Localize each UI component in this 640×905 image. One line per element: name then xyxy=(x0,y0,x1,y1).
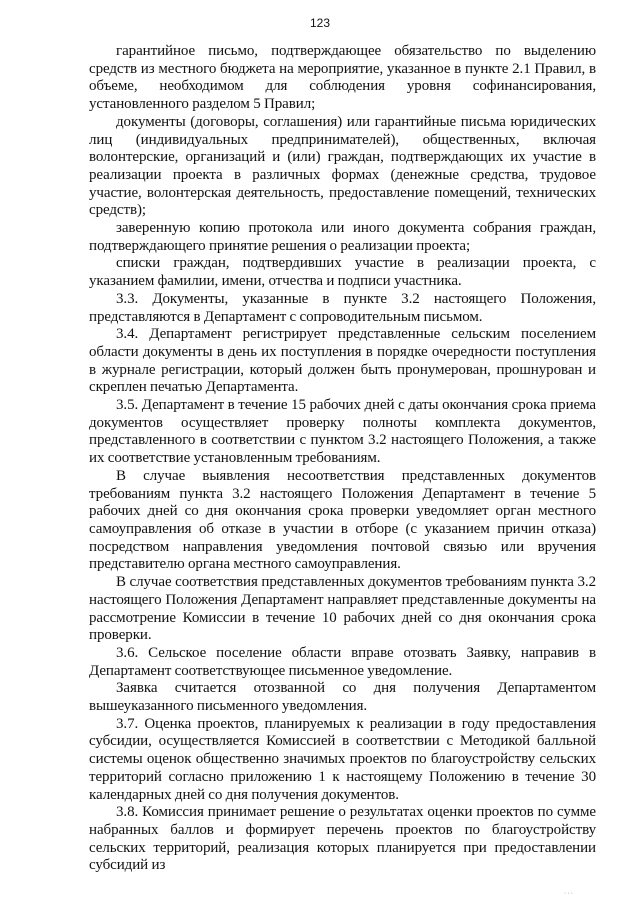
paragraph-guarantee-letter: гарантийное письмо, подтверждающее обязательство по выделению средств из местного бюджета на мероприятие, указанное в пункте 2.1 Правил, в объеме, необходимом для соблюдения уровня софинансирования, установленного разделом 5 Правил; xyxy=(89,43,596,113)
paragraph-participant-lists: списки граждан, подтвердивших участие в реализации проекта, с указанием фамилии, имени, отчества и подписи участника. xyxy=(89,255,596,290)
paragraph-3-5-approval: В случае соответствия представленных документов требованиям пункта 3.2 настоящего Положения Департамент направляет представленные документы на рассмотрение Комиссии в течение 10 рабочих дней со дня окончания срока проверки. xyxy=(89,574,596,644)
paragraph-3-7: 3.7. Оценка проектов, планируемых к реализации в году предоставления субсидии, осуществляется Комиссией в соответствии с Методикой балльной системы оценок общественно значимых проектов по благоустройству сельских территорий согласно приложению 1 к настоящему Положению в течение 30 календарных дней со дня получения документов. xyxy=(89,715,596,803)
corner-scan-mark: ··· xyxy=(564,890,574,897)
paragraph-3-5-refusal: В случае выявления несоответствия представленных документов требованиям пункта 3.2 настоящего Положения Департамент в течение 5 рабочих дней со дня окончания срока проверки уведомляет орган местного самоуправления об отказе в участии в отборе (с указанием причин отказа) посредством направления уведомления почтовой связью или вручения представителю органа местного самоуправления. xyxy=(89,467,596,573)
paragraph-3-6-withdrawal: Заявка считается отозванной со дня получения Департаментом вышеуказанного письменного уведомления. xyxy=(89,680,596,715)
page-number: 123 xyxy=(309,16,331,30)
paragraph-3-5: 3.5. Департамент в течение 15 рабочих дней с даты окончания срока приема документов осуществляет проверку полноты комплекта документов, представленного в соответствии с пунктом 3.2 настоящего Положения, а также их соответствие установленным требованиям. xyxy=(89,397,596,467)
paragraph-3-6: 3.6. Сельское поселение области вправе отозвать Заявку, направив в Департамент соответствующее письменное уведомление. xyxy=(89,644,596,679)
document-body xyxy=(89,43,596,875)
paragraph-meeting-protocol: заверенную копию протокола или иного документа собрания граждан, подтверждающего принятие решения о реализации проекта; xyxy=(89,220,596,254)
paragraph-3-3: 3.3. Документы, указанные в пункте 3.2 настоящего Положения, представляются в Департамент с сопроводительным письмом. xyxy=(89,290,596,325)
paragraph-3-4: 3.4. Департамент регистрирует представленные сельским поселением области документы в день их поступления в порядке очередности поступления в журнале регистрации, который должен быть пронумерован, прошнурован и скреплен печатью Департамента. xyxy=(89,326,596,396)
paragraph-partner-documents: документы (договоры, соглашения) или гарантийные письма юридических лиц (индивидуальных предпринимателей), общественных, включая волонтерские, организаций и (или) граждан, подтверждающих их участие в реализации проекта в различных формах (денежные средства, трудовое участие, волонтерская деятельность, предоставление помещений, технических средств); xyxy=(89,113,596,219)
paragraph-3-8: 3.8. Комиссия принимает решение о результатах оценки проектов по сумме набранных баллов и формирует перечень проектов по благоустройству сельских территорий, реализация которых планируется при предоставлении субсидий из xyxy=(89,804,596,874)
